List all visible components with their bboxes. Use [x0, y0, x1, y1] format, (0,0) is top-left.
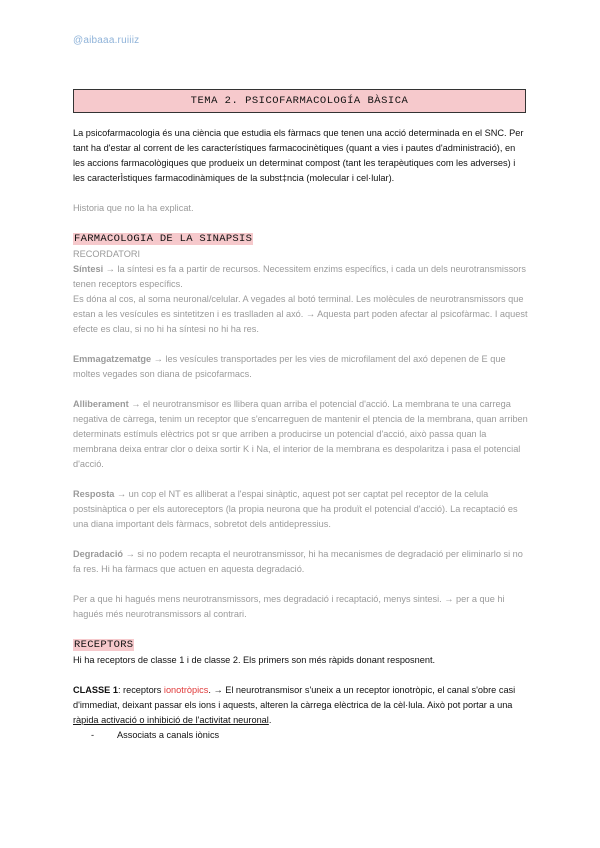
receptors-heading-text: RECEPTORS [74, 639, 134, 651]
intro-paragraph: La psicofarmacologia és una ciència que estudia els fàrmacs que tenen una acció determinada en el SNC. Per tant ha d'estar al corrent de les característiques farmacocinètiques (quant a vies i pautes d'administració), en les accions farmacològiques que produeix un determinat compost (tant les terapèutiques com les adverses) i les caracterÌstiques farmacodinàmiques de la subst‡ncia (molecular i cel·lular). [73, 128, 524, 183]
resposta-term: Resposta [73, 489, 115, 499]
resposta-paragraph [73, 487, 528, 532]
section-heading-receptors [73, 637, 528, 653]
degradacio-term: Degradació [73, 549, 124, 559]
recordatori-label: RECORDATORI [73, 249, 141, 259]
alliberament-term: Alliberament [73, 399, 129, 409]
section-heading-sinapsis [73, 231, 528, 247]
sinapsis-heading-text: FARMACOLOGIA DE LA SINAPSIS [74, 233, 253, 245]
bullet-dash: - [91, 730, 95, 740]
classe1-term: CLASSE 1 [73, 685, 118, 695]
list-item [73, 728, 528, 743]
classe1-text-b: . → El neurotransmisor s'uneix a un receptor ionotròpic, el canal s'obre casi d'immediat, deixant passar els ions i aquests, alteren la càrrega elèctrica de la cèl·lula. Això pot portar a una [73, 685, 516, 710]
alliberament-text: → el neurotransmisor es llibera quan arriba el potencial d'acció. La membrana te una carrega negativa de càrrega, tenim un receptor que s'encarreguen de mantenir el ptencia de la membrana, quan arriben determinats estímuls elèctrics pot sr que arriben a producirse un potencial d'acció, això passa quan la membrana deixa entrar clor o deixa sortir K i Na, el interior de la membrana es despolaritza i pasa el potencial d'acció. [73, 399, 528, 469]
closing-paragraph: Per a que hi hagués mens neurotransmissors, mes degradació i recaptació, menys sintesi. → per a que hi hagués més neurotransmissors al contrari. [73, 594, 505, 619]
sintesi-paragraph [73, 262, 528, 292]
sintesi-term: Síntesi [73, 264, 104, 274]
sintesi-paragraph-2: Es dóna al cos, al soma neuronal/celular. A vegades al botó terminal. Les molècules de neurotransmissors que estan a les vesícules es sintetitzen i es traslladen al axó. → Aquesta part poden afectar al psicofàrmac. I aquest efecte es clau, si no hi ha síntesi no hi ha res. [73, 294, 528, 334]
resposta-text: → un cop el NT es alliberat a l'espai sinàptic, aquest pot ser captat pel receptor de la celula postsinàptica o per els autoreceptors (la propia neurona que ha produït el potencial d'acció). La recaptació es una diana important dels fàrmacs, sobretot dels antidepressius. [73, 489, 518, 529]
classe1-end: . [268, 715, 272, 725]
alliberament-paragraph [73, 397, 528, 472]
receptors-intro: Hi ha receptors de classe 1 i de classe 2. Els primers son més ràpids donant resposnent. [73, 655, 436, 665]
bullet-text: Associats a canals iònics [117, 730, 220, 740]
emmagatzematge-paragraph [73, 352, 528, 382]
author-handle: @aibaaa.ruiiiz [73, 35, 140, 46]
title-box [73, 89, 526, 113]
classe1-paragraph [73, 683, 528, 728]
emmagatzematge-term: Emmagatzematge [73, 354, 152, 364]
emmagatzematge-text: → les vesícules transportades per les vies de microfilament del axó depenen de E que moltes vegades son diana de psicofarmacs. [73, 354, 506, 379]
sintesi-text: → la síntesi es fa a partir de recursos. Necessitem enzims específics, i cada un dels neurotransmissors tenen receptors específics. [73, 264, 526, 289]
degradacio-paragraph [73, 547, 528, 577]
document-body [73, 126, 528, 743]
ionotropics-highlight: ionotròpics [163, 685, 209, 695]
page-title: TEMA 2. PSICOFARMACOLOGÍA BÀSICA [190, 95, 409, 107]
history-note: Historia que no la ha explicat. [73, 203, 194, 213]
classe1-text-a: : receptors [117, 685, 164, 695]
degradacio-text: → si no podem recapta el neurotransmissor, hi ha mecanismes de degradació per eliminarlo si no fa res. Hi ha fàrmacs que actuen en aquesta degradació. [73, 549, 523, 574]
classe1-underlined: ràpida activació o inhibició de l'activitat neuronal [73, 715, 269, 725]
